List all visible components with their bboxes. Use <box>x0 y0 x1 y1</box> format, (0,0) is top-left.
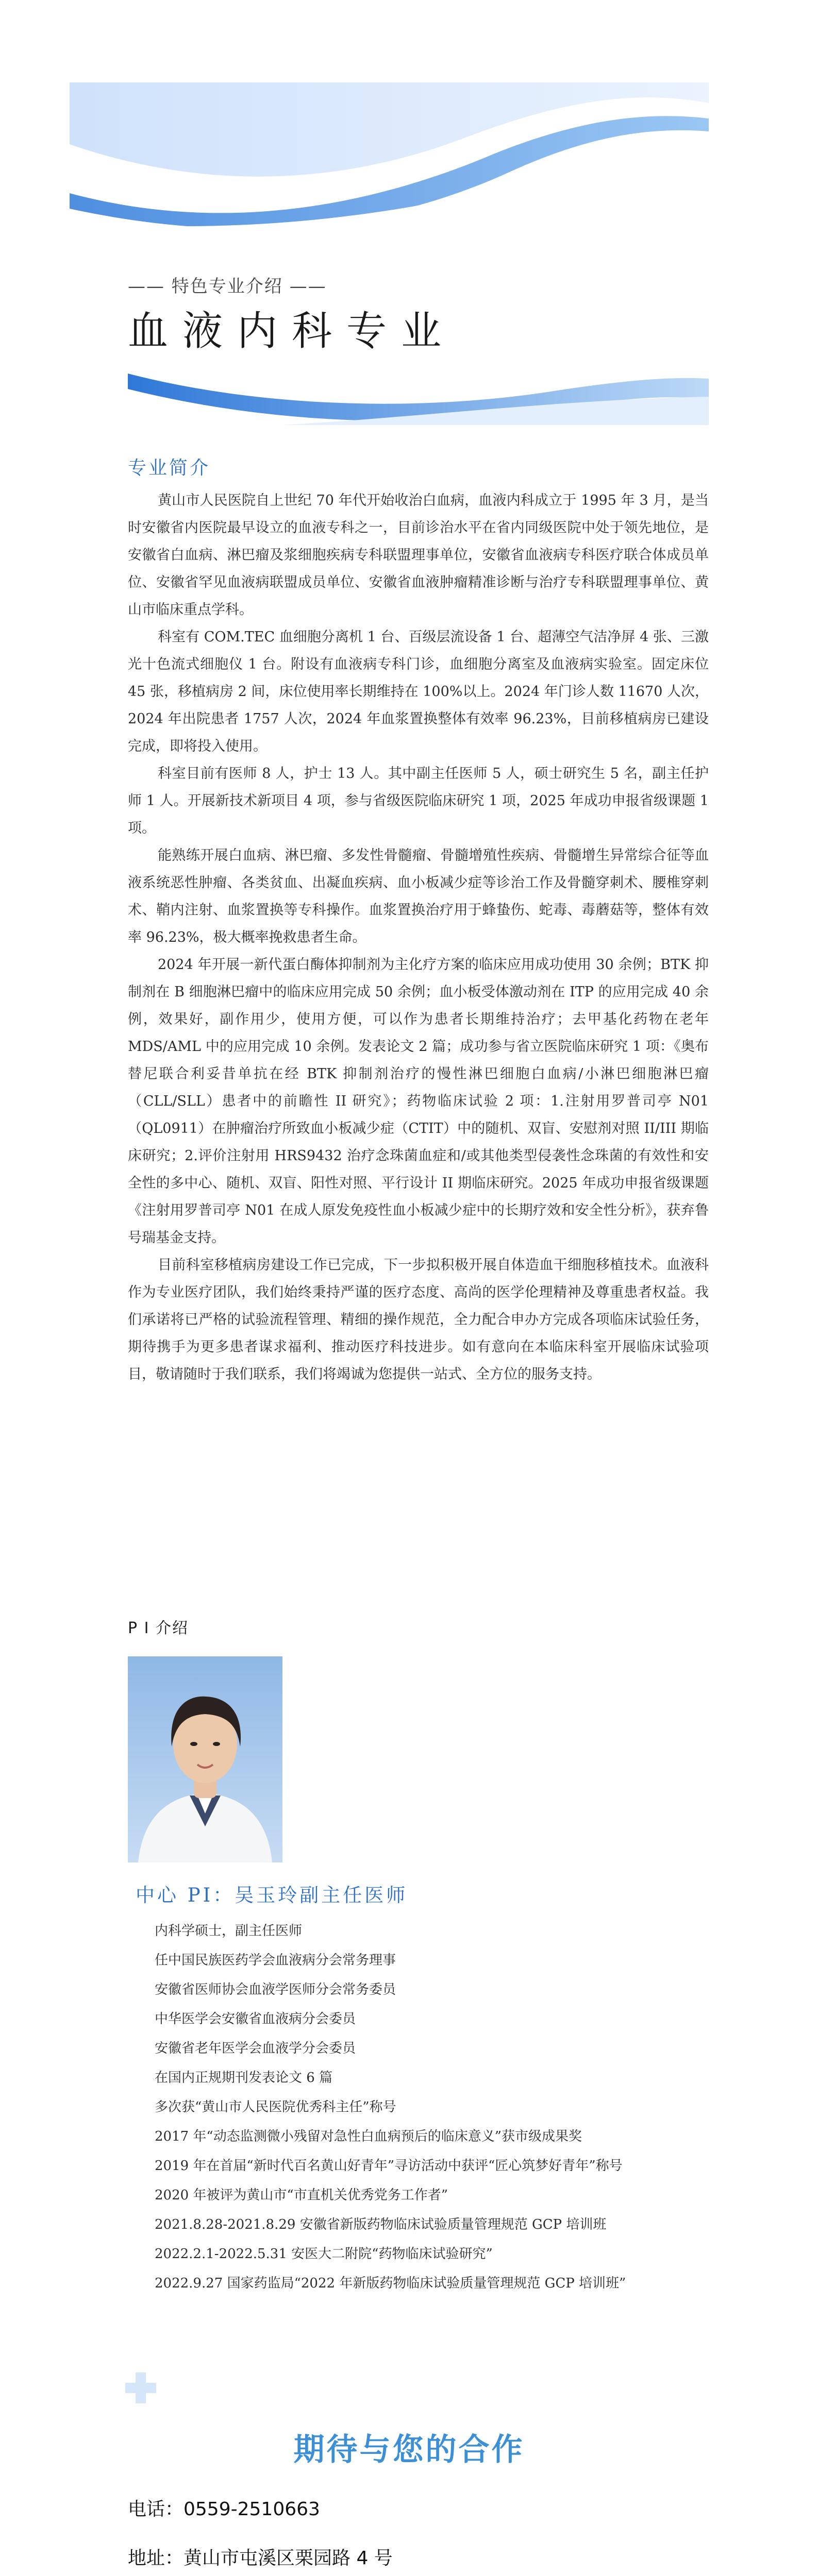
cooperation-title: 期待与您的合作 <box>293 2432 525 2468</box>
credential-item: 2020 年被评为黄山市“市直机关优秀党务工作者” <box>155 2188 448 2203</box>
intro-paragraph: 科室有 COM.TEC 血细胞分离机 1 台、百级层流设备 1 台、超薄空气洁净屏 4 张、三激光十色流式细胞仪 1 台。附设有血液病专科门诊，血细胞分离室及血液病实验室。固定床位 45 张，移植病房 2 间，床位使用率长期维持在 100%以上。2024 年门诊人数 11670 人次，2024 年出院患者 1757 人次，2024 年血浆置换整体有效率 96.23%，目前移植病房已建设完成，即将投入使用。 <box>128 629 709 754</box>
intro-paragraph: 2024 年开展一新代蛋白酶体抑制剂为主化疗方案的临床应用成功使用 30 余例；BTK 抑制剂在 B 细胞淋巴瘤中的临床应用完成 50 余例；血小板受体激动剂在 ITP 的应用完成 40 余例，效果好，副作用少，使用方便，可以作为患者长期维持治疗；去甲基化药物在老年 MDS/AML 中的应用完成 10 余例。发表论文 2 篇；成功参与省立医院临床研究 1 项：《奥布替尼联合利妥昔单抗在经 BTK 抑制剂治疗的慢性淋巴细胞白血病/小淋巴细胞淋巴瘤（CLL/SLL）患者中的前瞻性 II 研究》；药物临床试验 2 项：1.注射用罗普司亭 N01（QL0911）在肿瘤治疗所致血小板减少症（CTIT）中的随机、双盲、安慰剂对照 II/III 期临床研究；2.评价注射用 HRS9432 治疗念珠菌血症和/或其他类型侵袭性念珠菌的有效性和安全性的多中心、随机、双盲、阳性对照、平行设计 II 期临床研究。2025 年成功申报省级课题《注射用罗普司亭 N01 在成人原发免疫性血小板减少症中的长期疗效和安全性分析》，获弃鲁号瑞基金支持。 <box>128 957 709 1246</box>
credential-item: 2017 年“动态监测微小残留对急性白血病预后的临床意义”获市级成果奖 <box>155 2129 582 2144</box>
intro-paragraph: 黄山市人民医院自上世纪 70 年代开始收治白血病，血液内科成立于 1995 年 3 月，是当时安徽省内医院最早设立的血液专科之一，目前诊治水平在省内同级医院中处于领先地位，是安徽省白血病、淋巴瘤及浆细胞疾病专科联盟理事单位，安徽省血液病专科医疗联合体成员单位、安徽省罕见血液病联盟成员单位、安徽省血液肿瘤精准诊断与治疗专科联盟理事单位、黄山市临床重点学科。 <box>128 493 709 618</box>
credential-item: 2022.2.1-2022.5.31 安医大二附院“药物临床试验研究” <box>155 2246 493 2262</box>
header-wave-banner <box>70 82 709 237</box>
credential-item: 多次获“黄山市人民医院优秀科主任”称号 <box>155 2099 396 2115</box>
credential-item: 中华医学会安徽省血液病分会委员 <box>155 2011 356 2027</box>
medical-cross-icon <box>123 2370 159 2406</box>
credential-item: 在国内正规期刊发表论文 6 篇 <box>155 2070 333 2086</box>
intro-paragraph: 科室目前有医师 8 人，护士 13 人。其中副主任医师 5 人，硕士研究生 5 名，副主任护师 1 人。开展新技术新项目 4 项，参与省级医院临床研究 1 项，2025 年成功申报省级课题 1 项。 <box>128 766 709 836</box>
credential-item: 安徽省老年医学会血液学分会委员 <box>155 2041 356 2056</box>
credential-item: 2019 年在首届“新时代百名黄山好青年”寻访活动中获评“匠心筑梦好青年”称号 <box>155 2158 623 2174</box>
credential-item: 内科学硕士，副主任医师 <box>155 1923 303 1939</box>
credential-item: 2021.8.28-2021.8.29 安徽省新版药物临床试验质量管理规范 GCP 培训班 <box>155 2217 607 2232</box>
portrait-illustration <box>128 1656 282 1862</box>
section-kicker: —— 特色专业介绍 —— <box>128 276 327 297</box>
pi-portrait <box>128 1656 282 1862</box>
pi-credentials-list <box>155 1917 701 2298</box>
title-wave-divider <box>128 368 709 425</box>
credential-item: 2022.9.27 国家药监局“2022 年新版药物临床试验质量管理规范 GCP 培训班” <box>155 2276 626 2291</box>
intro-heading: 专业简介 <box>128 457 211 479</box>
page-title: 血液内科专业 <box>128 308 456 354</box>
credential-item: 任中国民族医药学会血液病分会常务理事 <box>155 1953 396 1968</box>
pi-heading: P I 介绍 <box>128 1619 189 1637</box>
pi-name: 中心 PI：吴玉玲副主任医师 <box>136 1884 408 1906</box>
intro-paragraph: 目前科室移植病房建设工作已完成，下一步拟积极开展自体造血干细胞移植技术。血液科作为专业医疗团队，我们始终秉持严谨的医疗态度、高尚的医学伦理精神及尊重患者权益。我们承诺将已严格的试验流程管理、精细的操作规范，全力配合申办方完成各项临床试验任务，期待携手为更多患者谋求福利、推动医疗科技进步。如有意向在本临床科室开展临床试验项目，敬请随时于我们联系，我们将竭诚为您提供一站式、全方位的服务支持。 <box>128 1257 709 1382</box>
intro-paragraph: 能熟练开展白血病、淋巴瘤、多发性骨髓瘤、骨髓增殖性疾病、骨髓增生异常综合征等血液系统恶性肿瘤、各类贫血、出凝血疾病、血小板减少症等诊治工作及骨髓穿刺术、腰椎穿刺术、鞘内注射、血浆置换等专科操作。血浆置换治疗用于蜂蛰伤、蛇毒、毒蘑菇等，整体有效率 96.23%，极大概率挽救患者生命。 <box>128 848 709 945</box>
contact-address: 地址：黄山市屯溪区栗园路 4 号 <box>128 2548 393 2569</box>
credential-item: 安徽省医师协会血液学医师分会常务委员 <box>155 1982 396 1997</box>
intro-body <box>128 487 709 1388</box>
contact-phone: 电话：0559-2510663 <box>128 2499 320 2520</box>
